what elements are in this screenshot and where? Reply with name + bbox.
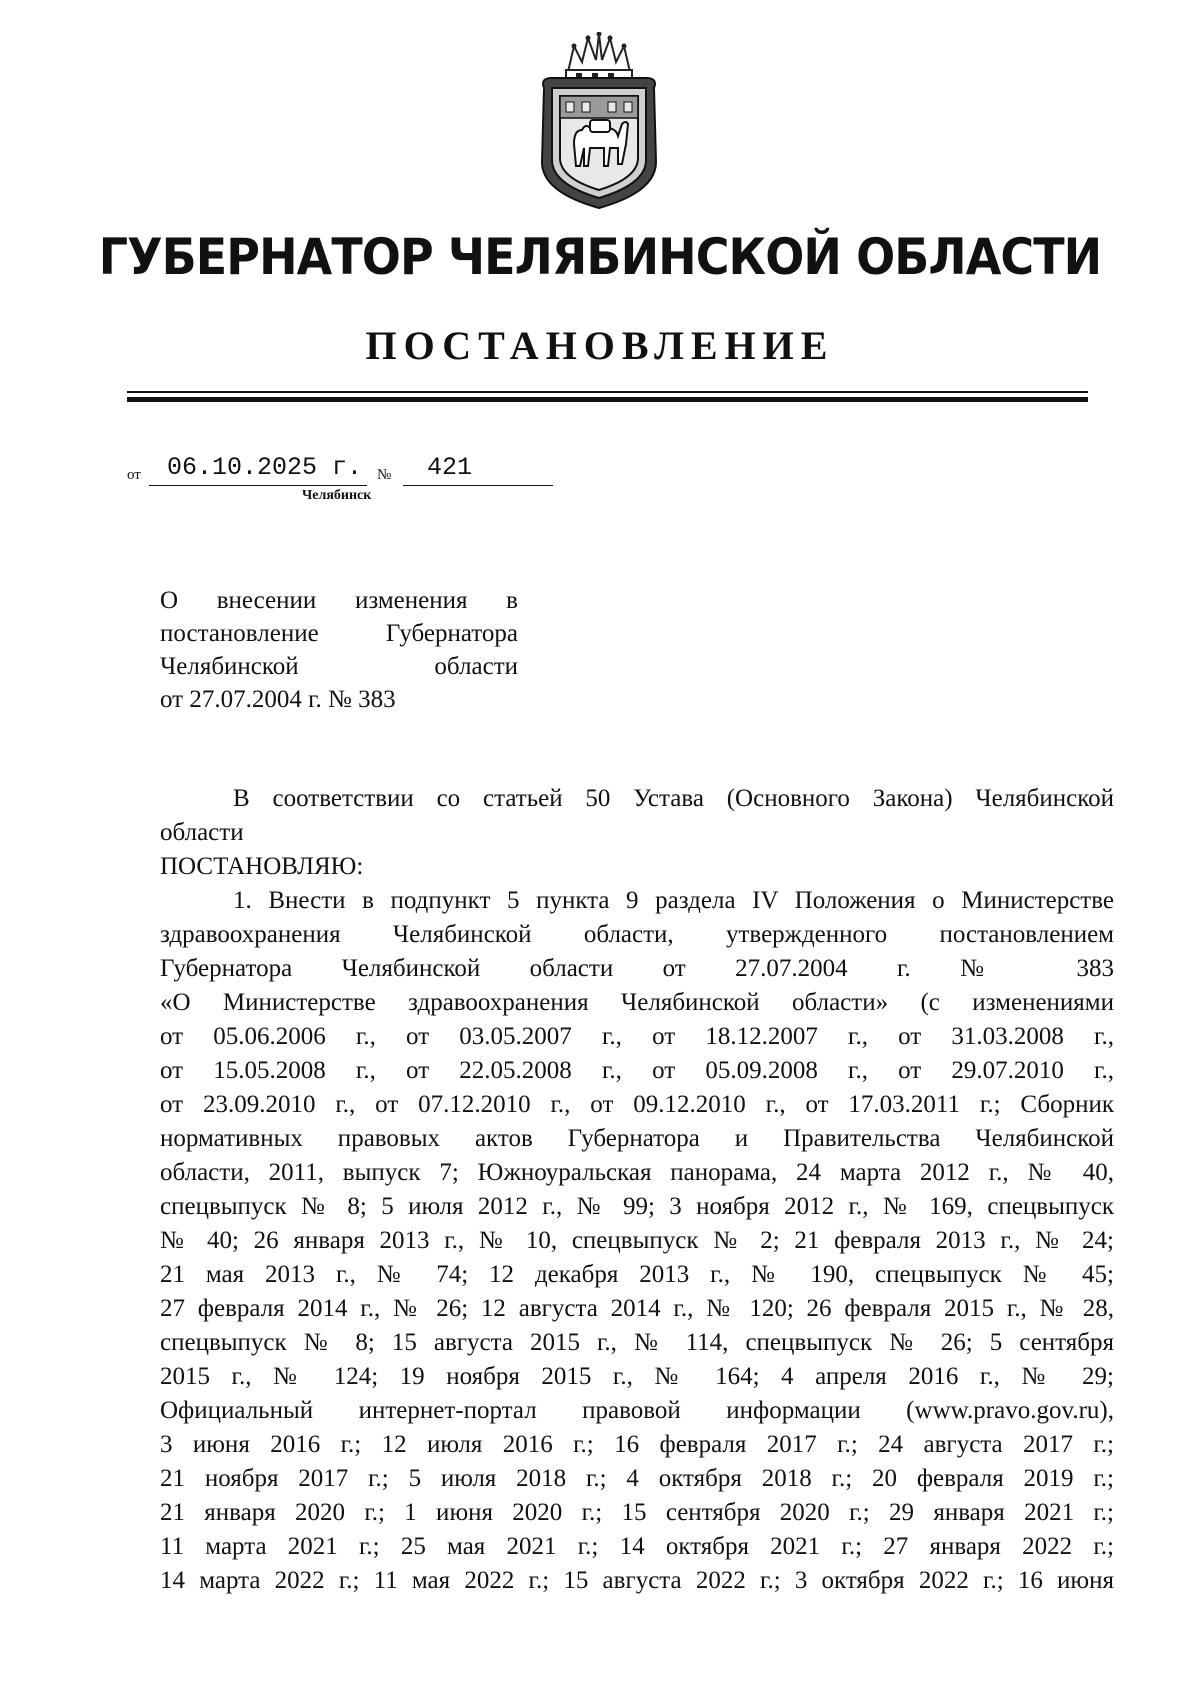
body-line: от 23.09.2010 г., от 07.12.2010 г., от 09.12.2010 г., от 17.03.2011 г.; Сборник <box>160 1091 1114 1118</box>
body-line: спецвыпуск № 8; 15 августа 2015 г., № 114, спецвыпуск № 26; 5 сентября <box>160 1329 1114 1356</box>
body-line: Губернатора Челябинской области от 27.07.2004 г. № 383 <box>160 955 1114 982</box>
document-type: ПОСТАНОВЛЕНИЕ <box>365 323 835 368</box>
organization-title: ГУБЕРНАТОР ЧЕЛЯБИНСКОЙ ОБЛАСТИ <box>98 228 1102 286</box>
body-line: области, 2011, выпуск 7; Южноуральская панорама, 24 марта 2012 г., № 40, <box>160 1159 1114 1186</box>
body-line: 21 января 2020 г.; 1 июня 2020 г.; 15 сентября 2020 г.; 29 января 2021 г.; <box>160 1499 1114 1526</box>
body-line: В соответствии со статьей 50 Устава (Основного Закона) Челябинской <box>233 785 1114 812</box>
date-underline <box>149 485 367 486</box>
header-rule-thin <box>127 391 1088 393</box>
document-number: 421 <box>427 453 473 482</box>
number-label: № <box>377 467 392 483</box>
document-date: 06.10.2025 г. <box>167 453 363 482</box>
body-line: 1. Внести в подпункт 5 пункта 9 раздела IV Положения о Министерстве <box>233 887 1114 914</box>
city: Челябинск <box>302 488 372 503</box>
body-line: 2015 г., № 124; 19 ноября 2015 г., № 164; 4 апреля 2016 г., № 29; <box>160 1363 1114 1390</box>
body-line: 21 мая 2013 г., № 74; 12 декабря 2013 г., № 190, спецвыпуск № 45; <box>160 1261 1114 1288</box>
coat-of-arms-emblem <box>530 32 668 212</box>
body-line: области <box>160 819 244 846</box>
number-underline <box>403 485 553 486</box>
subject-line: Челябинской области <box>160 653 518 680</box>
header-rule-thick <box>127 397 1088 402</box>
body-line: спецвыпуск № 8; 5 июля 2012 г., № 99; 3 ноября 2012 г., № 169, спецвыпуск <box>160 1193 1114 1220</box>
body-line: 3 июня 2016 г.; 12 июля 2016 г.; 16 февраля 2017 г.; 24 августа 2017 г.; <box>160 1431 1114 1458</box>
body-line: нормативных правовых актов Губернатора и Правительства Челябинской <box>160 1125 1114 1152</box>
body-line: от 05.06.2006 г., от 03.05.2007 г., от 18.12.2007 г., от 31.03.2008 г., <box>160 1023 1114 1050</box>
body-line: здравоохранения Челябинской области, утвержденного постановлением <box>160 921 1114 948</box>
body-line: 14 марта 2022 г.; 11 мая 2022 г.; 15 августа 2022 г.; 3 октября 2022 г.; 16 июня <box>160 1567 1114 1594</box>
body-line: 11 марта 2021 г.; 25 мая 2021 г.; 14 октября 2021 г.; 27 января 2022 г.; <box>160 1533 1114 1560</box>
body-line: ПОСТАНОВЛЯЮ: <box>160 853 364 880</box>
document-body <box>160 782 1114 1598</box>
document-subject <box>160 584 518 716</box>
subject-line: О внесении изменения в <box>160 587 518 614</box>
body-line: Официальный интернет-портал правовой информации (www.pravo.gov.ru), <box>160 1397 1114 1424</box>
body-line: 27 февраля 2014 г., № 26; 12 августа 2014 г., № 120; 26 февраля 2015 г., № 28, <box>160 1295 1114 1322</box>
body-line: «О Министерстве здравоохранения Челябинской области» (с изменениями <box>160 989 1114 1016</box>
body-line: 21 ноября 2017 г.; 5 июля 2018 г.; 4 октября 2018 г.; 20 февраля 2019 г.; <box>160 1465 1114 1492</box>
subject-line: от 27.07.2004 г. № 383 <box>160 686 396 713</box>
subject-line: постановление Губернатора <box>160 620 518 647</box>
date-number-line <box>127 453 567 486</box>
body-line: № 40; 26 января 2013 г., № 10, спецвыпуск № 2; 21 февраля 2013 г., № 24; <box>160 1227 1114 1254</box>
from-label: от <box>127 467 141 483</box>
body-line: от 15.05.2008 г., от 22.05.2008 г., от 05.09.2008 г., от 29.07.2010 г., <box>160 1057 1114 1084</box>
